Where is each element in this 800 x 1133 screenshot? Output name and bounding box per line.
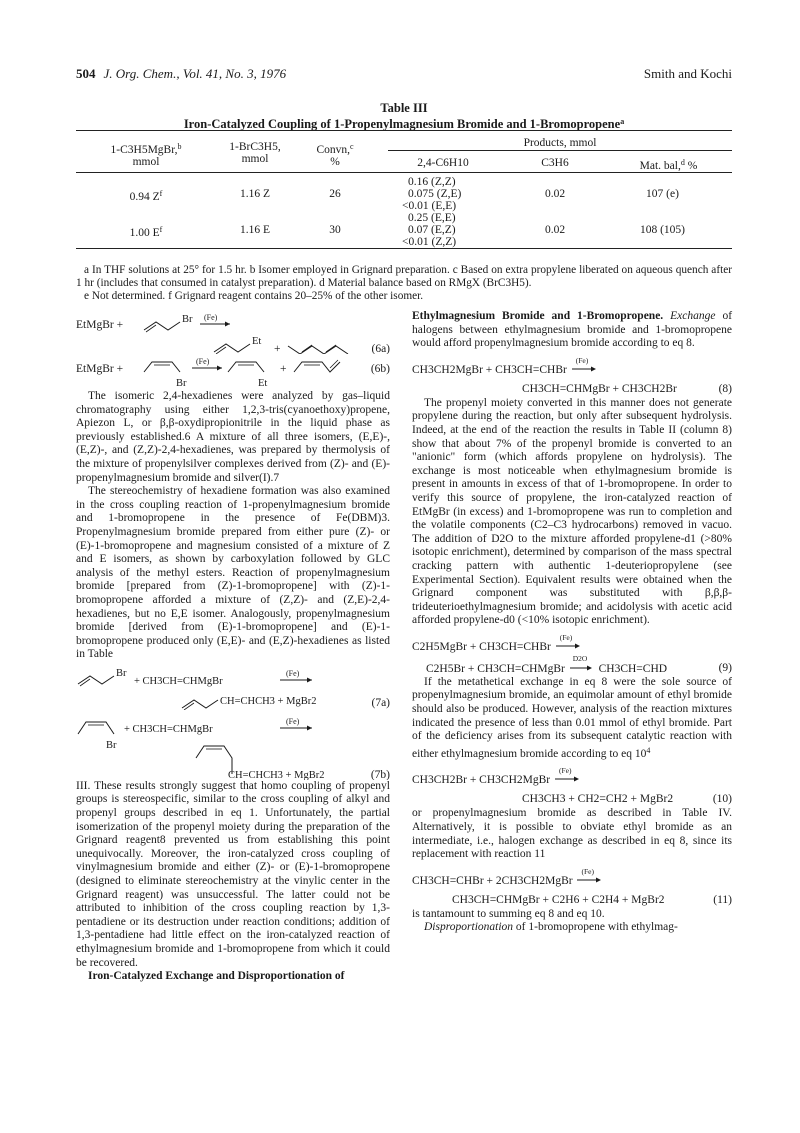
table-row-2-bromopropene: 1.16 E	[239, 224, 271, 236]
equation-8-top: CH3CH2MgBr + CH3CH=CHBr (Fe)	[412, 363, 598, 378]
equation-11	[412, 868, 732, 908]
footnote-line-1: a In THF solutions at 25° for 1.5 hr. b Isomer employed in Grignard preparation. c Based on extra propylene liberated on aqueous quench after 1 hr (includes that consumed in catalyst preparation). d Material balance based on RMgX (BrC3H5).	[76, 264, 732, 289]
equation-11-top: CH3CH=CHBr + 2CH3CH2MgBr (Fe)	[412, 874, 603, 889]
col-header-bromopropene: 1-BrC3H5, mmol	[229, 141, 281, 165]
table-caption	[76, 102, 732, 131]
left-paragraph-2: The stereochemistry of hexadiene formation was also examined in the cross coupling reaction of 1-propenylmagnesium bromide and 1-bromopropene in the presence of Fe(DBM)3. Propenylmagnesium bromide prepared from either pure (Z)- or (E)-1-bromopropene and magnesium consisted of a mixture of Z and E isomers, as shown by carboxylation followed by GLC analysis of the methyl esters. Reaction of propenylmagnesium bromide [prepared from (Z)-1-bromopropene] with (Z)-1-bromopropene afforded a mixture of (Z,Z)- and (Z,E)-2,4-hexadienes, but no E,E isomer. Analogously, propenylmagnesium bromide [derived from (E)-1-bromopropene] and (E)-1-bromopropene produced only (E,E)- and (E,Z)-hexadienes as listed in Table	[76, 485, 390, 661]
scheme-7a-product: CH=CHCH3 + MgBr2	[220, 695, 317, 707]
scheme-6a-cat: (Fe)	[204, 313, 218, 322]
table-row-2-hexadiene-2: 0.07 (E,Z)	[408, 224, 456, 236]
col-header-matbal: Mat. bal,$^d$ %	[639, 158, 698, 172]
col-header-grignard: 1-C3H5MgBr,$^b$ mmol	[110, 142, 182, 168]
right-paragraph-6: Disproportionation of 1-bromopropene with ethylmag-	[424, 921, 678, 934]
col-header-products: Products, mmol	[523, 137, 597, 149]
page-number: 504	[76, 66, 96, 81]
col-header-hexadiene: 2,4-C6H10	[417, 157, 469, 169]
right-paragraph-2: The propenyl moiety converted in this manner does not generate propylene during the reaction, but only after subsequent hydrolysis. Indeed, at the end of the reaction the results in Table II (column 8) show that about 7% of the propenyl bromide is converted to an "anionic" form (which affords propylene on hydrolysis). The exchange is most noticeable when ethylmagnesium bromide is present in amounts in excess of that of 1-bromopropene. In order to verify this source of propylene, the iron-catalyzed reaction of EtMgBr (in excess) and 1-bromopropene was run to completion and the volatile components (C2–C3 hydrocarbons) removed in vacuo. The addition of D2O to the mixture afforded propylene-d1 (>80% isotopic enrichment), determined by comparison of the mass spectral cracking pattern with authentic 1-deuteriopropylene (see Experimental Section). Equivalent results were obtained when the Grignard component was substituted with β,β,β-trideuterioethylmagnesium bromide; and acidolysis with acetic acid afforded propylene-d0 (<10% isotopic enrichment).	[412, 396, 732, 627]
equation-10	[412, 767, 732, 807]
scheme-7b-reagent: + CH3CH=CHMgBr	[124, 723, 213, 735]
scheme-7b	[76, 714, 390, 780]
scheme-6a-et: Et	[252, 336, 262, 347]
table-label: Table III	[380, 101, 428, 115]
table-row-1-hexadiene-1: 0.16 (Z,Z)	[408, 176, 456, 188]
scheme-7b-drawing	[76, 714, 390, 780]
journal-citation: J. Org. Chem., Vol. 41, No. 3, 1976	[103, 66, 287, 81]
products-rule	[388, 150, 732, 151]
scheme-6a	[76, 310, 390, 354]
scheme-7b-cat: (Fe)	[286, 716, 300, 726]
table-row-2-matbal: 108 (105)	[639, 224, 686, 236]
left-column	[76, 310, 390, 984]
scheme-7a-drawing	[76, 666, 390, 710]
table-bottom-rule	[76, 248, 732, 249]
scheme-7b-br: Br	[106, 739, 117, 751]
scheme-6b-et: Et	[258, 378, 268, 389]
table-row-1-grignard: 0.94 $Z^f$	[129, 189, 163, 203]
scheme-7a-num: (7a)	[371, 696, 390, 709]
right-paragraph-4: or propenylmagnesium bromide as described in Table IV. Alternatively, it is possible to obviate ethyl bromide as an intermediate, i.e., halogen exchange as described in eq 8, since its replacement with reaction 11	[412, 807, 732, 861]
table-row-2-propylene: 0.02	[544, 224, 566, 236]
scheme-7a-cat: (Fe)	[286, 668, 300, 678]
table-row-1-hexadiene-2: 0.075 (Z,E)	[408, 188, 462, 200]
scheme-6b-num: (6b)	[370, 363, 390, 375]
table-row-2-conversion: 30	[329, 224, 341, 236]
header-left	[76, 66, 286, 82]
table-row-1-bromopropene: 1.16 Z	[239, 188, 271, 200]
scheme-7a	[76, 666, 390, 710]
equation-9-bottom: C2H5Br + CH3CH=CHMgBr D2O CH3CH=CHD (9)	[426, 653, 732, 675]
left-section-heading: Iron-Catalyzed Exchange and Disproportionation of	[88, 970, 345, 983]
scheme-6a-num: (6a)	[371, 343, 390, 354]
table-row-1-conversion: 26	[329, 188, 341, 200]
table-row-2-hexadiene-1: 0.25 (E,E)	[408, 212, 456, 224]
right-paragraph-1: Ethylmagnesium Bromide and 1-Bromopropene. Exchange of halogens between ethylmagnesium bromide and 1-bromopropene would afford propenylmagnesium bromide according to eq 8.	[412, 310, 733, 350]
col-header-propylene: C3H6	[541, 157, 569, 169]
table-header-rule	[76, 172, 732, 173]
table-top-rule	[76, 130, 732, 131]
scheme-7b-num: (7b)	[370, 768, 390, 780]
scheme-7b-product: CH=CHCH3 + MgBr2	[228, 769, 325, 780]
table-row-2-hexadiene-3: <0.01 (Z,Z)	[402, 236, 457, 248]
header-authors: Smith and Kochi	[643, 66, 732, 81]
scheme-6b-reactant: EtMgBr +	[76, 363, 124, 375]
table-title: Iron-Catalyzed Coupling of 1-Propenylmagnesium Bromide and 1-Bromopropene$^a$	[183, 117, 625, 131]
equation-11-bottom: CH3CH=CHMgBr + C2H6 + C2H4 + MgBr2 (11)	[452, 893, 732, 906]
equation-10-bottom: CH3CH3 + CH2=CH2 + MgBr2 (10)	[522, 793, 732, 806]
equation-8	[412, 357, 732, 397]
right-paragraph-3: If the metathetical exchange in eq 8 were the sole source of propenylmagnesium bromide, an equimolar amount of ethyl bromide should also be produced. However, analysis of the reaction mixtures indicated the presence of less than 0.01 mmol of ethyl bromide. Part of the deficiency arises from its subsequent catalytic reaction with either ethylmagnesium bromide according to eq $10^4$	[412, 675, 732, 760]
table-row-1-matbal: 107 (e)	[646, 188, 679, 200]
equation-9-top: C2H5MgBr + CH3CH=CHBr (Fe)	[412, 640, 582, 655]
scheme-7a-reagent: + CH3CH=CHMgBr	[134, 675, 223, 687]
table-footnotes	[76, 264, 732, 303]
table-row-1-propylene: 0.02	[544, 188, 566, 200]
scheme-6a-br: Br	[182, 314, 193, 325]
scheme-6a-plus: +	[274, 343, 281, 354]
scheme-6b-br: Br	[176, 378, 187, 389]
scheme-6a-drawing	[76, 310, 390, 354]
running-header	[76, 66, 732, 84]
equation-10-top: CH3CH2Br + CH3CH2MgBr (Fe)	[412, 773, 581, 788]
scheme-6b	[76, 356, 390, 390]
table-row-2-grignard: 1.00 $E^f$	[129, 225, 163, 239]
scheme-6b-cat: (Fe)	[196, 357, 210, 366]
right-paragraph-5: is tantamount to summing eq 8 and eq 10.	[412, 907, 605, 920]
left-paragraph-3: III. These results strongly suggest that homo coupling of propenyl groups is stereospecific, similar to the cross coupling of alkyl and propenyl groups described in eq 1. Unfortunately, the partial isomerization of the propenyl moiety during the preparation of the Grignard reagent8 prevented us from establishing this point unequivocally. Moreover, the iron-catalyzed cross coupling of vinylmagnesium bromide and either (Z)- or (E)-1-bromopropene (designed to eliminate stereochemistry at the vinylic center in the Grignard reagent) was unsuccessful. The latter could not be attributed to inhibition of the cross coupling reaction by 1,3-pentadiene or its destruction under reaction conditions; addition of 1,3-pentadiene had little effect on the iron-catalyzed reaction of ethylmagnesium bromide and 1-bromopropene from which it could be recovered.	[76, 779, 390, 969]
equation-8-bottom: CH3CH=CHMgBr + CH3CH2Br (8)	[522, 382, 732, 395]
scheme-6a-reactant: EtMgBr +	[76, 319, 124, 331]
scheme-7a-br: Br	[116, 667, 127, 679]
scheme-6b-drawing	[76, 356, 390, 390]
table-row-1-hexadiene-3: <0.01 (E,E)	[402, 200, 457, 212]
scheme-6b-plus: +	[280, 363, 287, 375]
right-column	[412, 310, 732, 935]
col-header-conversion: Convn,$^c$ %	[316, 142, 354, 168]
footnote-line-2: e Not determined. f Grignard reagent contains 20–25% of the other isomer.	[84, 290, 424, 302]
left-paragraph-1: The isomeric 2,4-hexadienes were analyzed by gas–liquid chromatography using either 1,2,3-tris(cyanoethoxy)propene, Apiezon L, or β,β-oxydipropionitrile in the liquid phase as previously established.6 A mixture of all three isomers, (E,E)-, (E,Z)-, and (Z,Z)-2,4-hexadienes, was prepared by thermolysis of the mixture of propenylsilver complexes derived from (Z)- and (E)-propenylmagnesium bromide and silver(I).7	[76, 390, 390, 484]
equation-9	[412, 634, 732, 676]
